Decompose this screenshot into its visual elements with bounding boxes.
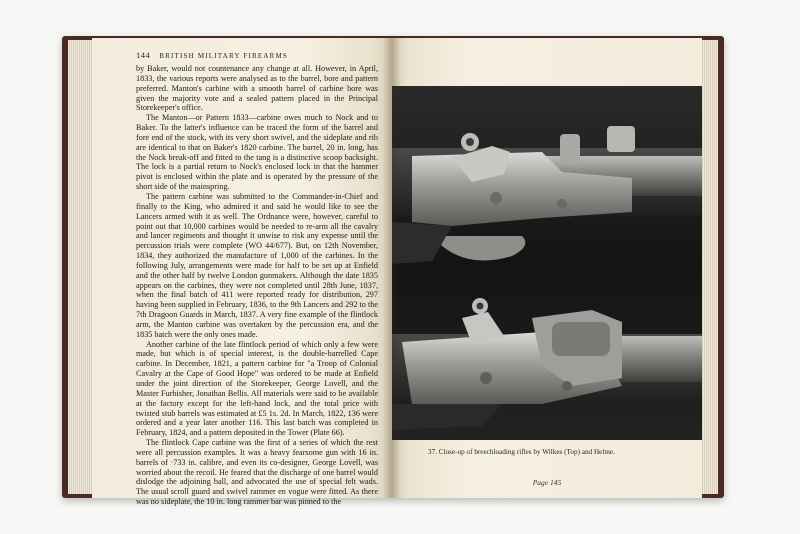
body-text	[136, 64, 382, 507]
running-head-title: BRITISH MILITARY FIREARMS	[159, 52, 288, 60]
right-page-number: Page 145	[532, 478, 562, 487]
paragraph: The flintlock Cape carbine was the first of a series of which the rest were all percussion examples. It was a heavy fearsome gun with 16 in. barrels of ·733 in. calibre, and even its co-designer, George Lovell, was worried about the recoil. He feared that the discharge of one barrel would dislodge the adjoining ball, and advocated the use of special felt wads. The usual scroll guard and swivel rammer en vogue were fitted. As there was no sideplate, the 10 in. long rammer bar was pinned to the	[136, 438, 378, 507]
paragraph: by Baker, would not countenance any change at all. However, in April, 1833, the various reports were analysed as to the barrel, bore and pattern preferred. Manton's carbine with a smooth barrel of carbine bore was given the majority vote and a sealed pattern placed in the Principal Storekeeper's office.	[136, 64, 378, 113]
plate-caption: 37. Close-up of breechloading rifles by Wilkes (Top) and Helme.	[428, 448, 615, 456]
book-gutter	[383, 38, 401, 498]
running-head	[136, 50, 382, 60]
paragraph: The pattern carbine was submitted to the Commander-in-Chief and finally to the King, who admired it and said he would like to see the Lancers armed with it as well. The Ordnance were, however, careful to point out that 10,000 carbines would be needed to re-arm all the cavalry and lancer regiments and thought it unwise to risk any expense until the percussion trials were complete (WO 44/677). But, on 12th November, 1834, they authorized the manufacture of 1,000 of the carbines. In the following July, arrangements were made for half to be set up at Enfield and the other half by twelve London gunmakers. Although the date 1835 appears on the carbines, they were not completed until 28th June, 1837, when the final batch of 411 were reported ready for distribution, 297 having been supplied in February, 1836, to the 9th Lancers and 292 to the 7th Dragoon Guards in March, 1837. A very fine example of the flintlock arm, the Manton carbine was overtaken by the percussion era, and the 1835 batch were the only ones made.	[136, 191, 378, 339]
paragraph: Another carbine of the late flintlock period of which only a few were made, but which is of special interest, is the double-barrelled Cape carbine. In December, 1821, a pattern carbine for "a Troop of Colonial Cavalry at the Cape of Good Hope" was ordered to be made at Enfield under the joint direction of the Storekeeper, George Lovell, and the Master Furbisher, Jonathan Bellis. All materials were said to be available at the factory except for the left-hand lock, and the total price with twisted stub barrels was estimated at £5 1s. 2d. In March, 1822, 136 were ordered and a year later another 116. This last batch was completed in February, 1824, and a pattern deposited in the Tower (Plate 66).	[136, 339, 378, 438]
paragraph: The Manton—or Pattern 1833—carbine owes much to Nock and to Baker. To the latter's influence can be traced the form of the barrel and fore end of the stock, with its very short swivel, and the sideplate and rib are identical to that on Baker's 1820 carbine. The barrel, 20 in. long, has the Nock break-off and fitted to the tang is a distinctive scoop backsight. The lock is a partial return to Nock's enclosed lock in that the hammer pivot is enclosed within the plate and is operated by the pressure of the short side of the mainspring.	[136, 113, 378, 192]
plate-photograph	[392, 86, 702, 440]
left-page-number: 144	[136, 50, 151, 60]
rifle-locks-illustration	[392, 86, 702, 440]
right-page	[392, 38, 702, 498]
left-page	[92, 38, 392, 507]
